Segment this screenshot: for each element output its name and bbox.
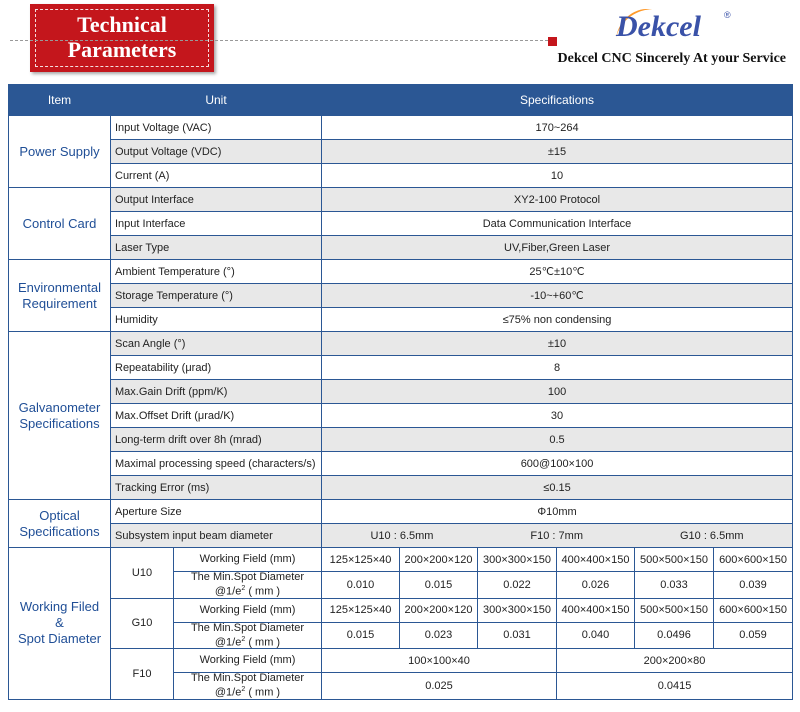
table-row bbox=[9, 308, 793, 332]
unit-cell: Long-term drift over 8h (mrad) bbox=[111, 428, 322, 452]
unit-cell: Input Interface bbox=[111, 212, 322, 236]
table-header-row bbox=[9, 85, 793, 116]
group-optical-specifications bbox=[9, 500, 111, 548]
value-cell: XY2-100 Protocol bbox=[322, 188, 793, 212]
value-cell: 100 bbox=[322, 380, 793, 404]
table-row bbox=[9, 284, 793, 308]
unit-cell: Aperture Size bbox=[111, 500, 322, 524]
value-cell: 0.5 bbox=[322, 428, 793, 452]
beam-g10: G10 : 6.5mm bbox=[679, 529, 744, 542]
spot-cell: 0.040 bbox=[557, 622, 635, 649]
unit-cell: Storage Temperature (°) bbox=[111, 284, 322, 308]
value-cell: 10 bbox=[322, 164, 793, 188]
spot-label-post: ( mm ) bbox=[245, 585, 281, 598]
table-row bbox=[9, 236, 793, 260]
value-cell: Data Communication Interface bbox=[322, 212, 793, 236]
table-row bbox=[9, 116, 793, 140]
table-row bbox=[9, 428, 793, 452]
spec-table bbox=[8, 84, 793, 700]
spot-cell: 0.039 bbox=[714, 572, 793, 599]
spot-label-pre: @1/e bbox=[214, 686, 242, 699]
value-cell: ±10 bbox=[322, 332, 793, 356]
group-line: Specifications bbox=[19, 415, 100, 431]
field-cell: 125×125×40 bbox=[322, 548, 400, 572]
group-galvanometer-specifications bbox=[9, 332, 111, 500]
field-cell: 600×600×150 bbox=[714, 548, 793, 572]
table-row bbox=[9, 380, 793, 404]
group-line: Working Filed bbox=[19, 599, 100, 615]
unit-cell: Scan Angle (°) bbox=[111, 332, 322, 356]
spot-cell: 0.033 bbox=[635, 572, 714, 599]
group-line: Requirement bbox=[22, 295, 97, 311]
value-cell: UV,Fiber,Green Laser bbox=[322, 236, 793, 260]
field-cell: 125×125×40 bbox=[322, 598, 400, 622]
table-row bbox=[9, 476, 793, 500]
value-cell: 30 bbox=[322, 404, 793, 428]
model-u10: U10 bbox=[111, 548, 174, 599]
table-row bbox=[9, 164, 793, 188]
group-power-supply: Power Supply bbox=[9, 116, 111, 188]
spot-label-line1: The Min.Spot Diameter bbox=[190, 571, 305, 583]
spot-cell: 0.010 bbox=[322, 572, 400, 599]
value-cell: ≤75% non condensing bbox=[322, 308, 793, 332]
field-cell: 200×200×120 bbox=[400, 598, 478, 622]
spot-label-line2 bbox=[174, 634, 321, 649]
spot-cell: 0.026 bbox=[557, 572, 635, 599]
table-row bbox=[9, 548, 793, 572]
spot-diameter-label bbox=[174, 572, 322, 599]
spot-label-pre: @1/e bbox=[214, 636, 242, 649]
spot-label-sup: 2 bbox=[241, 635, 246, 643]
group-working-field-spot-diameter bbox=[9, 548, 111, 700]
spot-label-line1: The Min.Spot Diameter bbox=[190, 621, 305, 634]
spot-cell: 0.059 bbox=[714, 622, 793, 649]
spot-label-line2 bbox=[174, 684, 321, 699]
beam-u10: U10 : 6.5mm bbox=[370, 529, 434, 542]
value-cell: ±15 bbox=[322, 140, 793, 164]
table-row bbox=[9, 332, 793, 356]
table-row bbox=[9, 598, 793, 622]
value-cell: ≤0.15 bbox=[322, 476, 793, 500]
spot-cell: 0.0496 bbox=[635, 622, 714, 649]
spot-label-sup: 2 bbox=[241, 585, 246, 592]
unit-cell: Humidity bbox=[111, 308, 322, 332]
value-cell: 25℃±10℃ bbox=[322, 260, 793, 284]
technical-parameters-badge bbox=[30, 4, 214, 72]
header-divider bbox=[10, 40, 548, 41]
unit-cell: Output Interface bbox=[111, 188, 322, 212]
model-g10: G10 bbox=[111, 598, 174, 649]
model-f10: F10 bbox=[111, 649, 174, 700]
registered-mark: ® bbox=[724, 10, 731, 20]
spot-cell: 0.022 bbox=[478, 572, 557, 599]
group-line: Specifications bbox=[19, 523, 100, 539]
header-item: Item bbox=[9, 85, 111, 116]
table-row bbox=[9, 140, 793, 164]
spot-label-line1: The Min.Spot Diameter bbox=[190, 672, 305, 685]
group-line: Environmental bbox=[17, 279, 102, 295]
badge-title-line1: Technical bbox=[77, 12, 167, 37]
unit-cell: Repeatability (μrad) bbox=[111, 356, 322, 380]
unit-cell: Max.Gain Drift (ppm/K) bbox=[111, 380, 322, 404]
table-row bbox=[9, 404, 793, 428]
field-cell: 300×300×150 bbox=[478, 598, 557, 622]
working-field-label: Working Field (mm) bbox=[174, 649, 322, 673]
group-line: Spot Diameter bbox=[17, 631, 102, 647]
spot-label-sup: 2 bbox=[241, 686, 246, 694]
table-row bbox=[9, 188, 793, 212]
working-field-label: Working Field (mm) bbox=[174, 548, 322, 572]
spot-cell: 0.015 bbox=[400, 572, 478, 599]
table-row bbox=[9, 212, 793, 236]
table-row bbox=[9, 260, 793, 284]
value-cell: 8 bbox=[322, 356, 793, 380]
table-row bbox=[9, 452, 793, 476]
tagline: Dekcel CNC Sincerely At your Service bbox=[557, 51, 786, 66]
unit-cell: Laser Type bbox=[111, 236, 322, 260]
spot-label-line2 bbox=[174, 583, 321, 598]
unit-cell: Maximal processing speed (characters/s) bbox=[111, 452, 322, 476]
unit-cell: Max.Offset Drift (μrad/K) bbox=[111, 404, 322, 428]
beam-f10: F10 : 7mm bbox=[530, 529, 583, 542]
spot-cell: 0.023 bbox=[400, 622, 478, 649]
value-cell: Φ10mm bbox=[322, 500, 793, 524]
field-cell: 100×100×40 bbox=[322, 649, 557, 673]
group-line: Galvanometer bbox=[18, 399, 101, 415]
table-row bbox=[9, 356, 793, 380]
value-cell: 600@100×100 bbox=[322, 452, 793, 476]
field-cell: 500×500×150 bbox=[635, 598, 714, 622]
unit-cell: Tracking Error (ms) bbox=[111, 476, 322, 500]
spot-label-post: ( mm ) bbox=[245, 636, 281, 649]
field-cell: 400×400×150 bbox=[557, 598, 635, 622]
group-environmental-requirement bbox=[9, 260, 111, 332]
unit-cell: Input Voltage (VAC) bbox=[111, 116, 322, 140]
group-control-card: Control Card bbox=[9, 188, 111, 260]
field-cell: 300×300×150 bbox=[478, 548, 557, 572]
field-cell: 200×200×120 bbox=[400, 548, 478, 572]
table-row bbox=[9, 524, 793, 548]
badge-title-line2: Parameters bbox=[67, 37, 177, 62]
dekcel-logo bbox=[612, 4, 738, 44]
table-row bbox=[9, 649, 793, 673]
group-line: Optical bbox=[39, 507, 80, 523]
header-divider-square bbox=[548, 37, 557, 46]
spot-cell: 0.025 bbox=[322, 673, 557, 700]
spot-diameter-label bbox=[174, 622, 322, 649]
header-specifications: Specifications bbox=[322, 85, 793, 116]
spot-diameter-label bbox=[174, 673, 322, 700]
spot-cell: 0.015 bbox=[322, 622, 400, 649]
spot-label-pre: @1/e bbox=[214, 585, 242, 598]
field-cell: 500×500×150 bbox=[635, 548, 714, 572]
unit-cell: Current (A) bbox=[111, 164, 322, 188]
field-cell: 200×200×80 bbox=[557, 649, 793, 673]
header-unit: Unit bbox=[111, 85, 322, 116]
working-field-label: Working Field (mm) bbox=[174, 598, 322, 622]
unit-cell: Output Voltage (VDC) bbox=[111, 140, 322, 164]
field-cell: 600×600×150 bbox=[714, 598, 793, 622]
table-row bbox=[9, 500, 793, 524]
value-cell: 170~264 bbox=[322, 116, 793, 140]
spot-cell: 0.0415 bbox=[557, 673, 793, 700]
value-cell: -10~+60℃ bbox=[322, 284, 793, 308]
unit-cell: Ambient Temperature (°) bbox=[111, 260, 322, 284]
spot-label-post: ( mm ) bbox=[245, 686, 281, 699]
unit-cell: Subsystem input beam diameter bbox=[111, 524, 322, 548]
field-cell: 400×400×150 bbox=[557, 548, 635, 572]
spot-cell: 0.031 bbox=[478, 622, 557, 649]
logo-text: Dekcel bbox=[616, 10, 701, 43]
group-line: & bbox=[55, 615, 64, 631]
value-cell bbox=[322, 524, 793, 548]
